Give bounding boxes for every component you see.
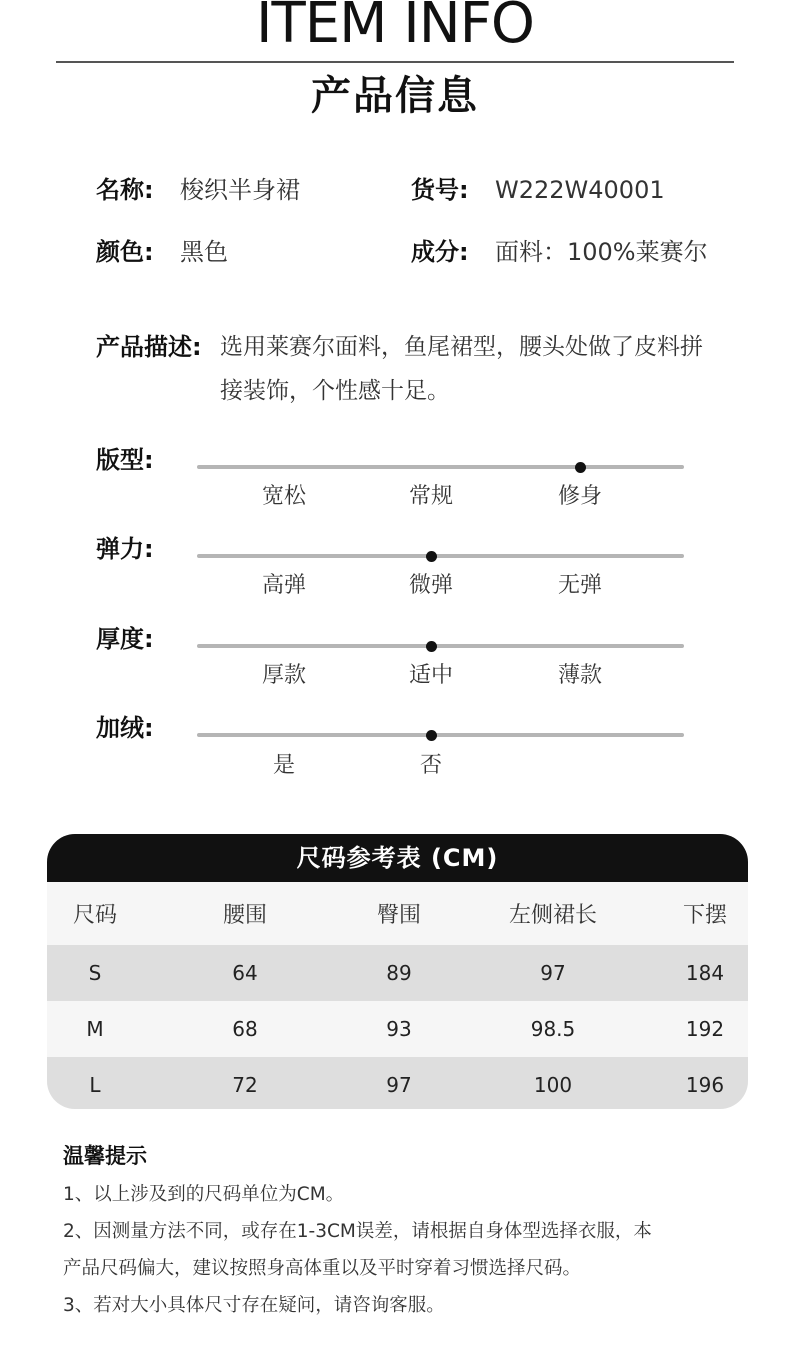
column-header: 尺码 bbox=[72, 903, 117, 928]
table-cell: 89 bbox=[386, 961, 412, 985]
table-row bbox=[47, 1057, 748, 1109]
tip-line-3: 3、若对大小具体尺寸存在疑问，请咨询客服。 bbox=[63, 1295, 445, 1316]
fleece-slider-track bbox=[197, 733, 684, 737]
table-cell: 68 bbox=[232, 1017, 258, 1041]
description-label: 产品描述: bbox=[96, 333, 202, 361]
thickness-slider-track bbox=[197, 644, 684, 648]
table-row bbox=[47, 945, 748, 1001]
tip-line-2b: 产品尺码偏大，建议按照身高体重以及平时穿着习惯选择尺码。 bbox=[63, 1258, 582, 1279]
table-cell: L bbox=[89, 1073, 101, 1097]
name-value: 梭织半身裙 bbox=[180, 176, 300, 204]
column-header: 下摆 bbox=[682, 903, 727, 928]
fleece-option: 是 bbox=[272, 753, 295, 778]
description-line-1: 选用莱赛尔面料，鱼尾裙型，腰头处做了皮料拼 bbox=[220, 334, 703, 360]
tip-line-2a: 2、因测量方法不同，或存在1-3CM误差，请根据自身体型选择衣服，本 bbox=[63, 1221, 652, 1242]
column-header: 腰围 bbox=[222, 903, 267, 928]
fleece-option: 否 bbox=[419, 753, 442, 778]
table-cell: 97 bbox=[540, 961, 566, 985]
thickness-option: 厚款 bbox=[261, 663, 306, 688]
description-line-2: 接装饰，个性感十足。 bbox=[220, 378, 450, 404]
table-cell: 64 bbox=[232, 961, 258, 985]
thickness-label: 厚度: bbox=[96, 625, 154, 653]
tip-line-1: 1、以上涉及到的尺码单位为CM。 bbox=[63, 1184, 345, 1205]
table-cell: 192 bbox=[685, 1017, 725, 1041]
elasticity-slider-track bbox=[197, 554, 684, 558]
fit-slider-dot bbox=[575, 462, 586, 473]
thickness-option: 适中 bbox=[408, 663, 453, 688]
table-cell: 98.5 bbox=[530, 1017, 576, 1041]
table-cell: M bbox=[86, 1017, 104, 1041]
color-label: 颜色: bbox=[96, 238, 154, 266]
table-cell: 72 bbox=[232, 1073, 258, 1097]
table-cell: 184 bbox=[685, 961, 725, 985]
table-cell: 196 bbox=[685, 1073, 725, 1097]
thickness-option: 薄款 bbox=[557, 663, 602, 688]
fit-option: 常规 bbox=[408, 484, 453, 509]
name-label: 名称: bbox=[96, 176, 154, 204]
title-divider bbox=[56, 61, 734, 63]
thickness-slider-dot bbox=[426, 641, 437, 652]
color-value: 黑色 bbox=[180, 238, 228, 266]
table-cell: 97 bbox=[386, 1073, 412, 1097]
composition-value: 面料：100%莱赛尔 bbox=[495, 238, 708, 266]
column-header: 左侧裙长 bbox=[508, 903, 597, 928]
title-en: ITEM INFO bbox=[256, 0, 534, 56]
title-cn: 产品信息 bbox=[311, 73, 479, 119]
elasticity-option: 无弹 bbox=[557, 573, 602, 598]
elasticity-label: 弹力: bbox=[96, 535, 154, 563]
sku-label: 货号: bbox=[411, 176, 469, 204]
elasticity-option: 微弹 bbox=[408, 573, 453, 598]
fit-slider-track bbox=[197, 465, 684, 469]
table-cell: S bbox=[88, 961, 102, 985]
column-header: 臀围 bbox=[376, 903, 421, 928]
fit-option: 宽松 bbox=[261, 484, 306, 509]
size-table bbox=[47, 834, 748, 1109]
fleece-label: 加绒: bbox=[96, 714, 154, 742]
table-cell: 93 bbox=[386, 1017, 412, 1041]
elasticity-slider-dot bbox=[426, 551, 437, 562]
fit-label: 版型: bbox=[96, 446, 154, 474]
table-cell: 100 bbox=[533, 1073, 573, 1097]
table-row bbox=[47, 1001, 748, 1057]
size-table-title: 尺码参考表 (CM) bbox=[47, 834, 748, 882]
elasticity-option: 高弹 bbox=[261, 573, 306, 598]
sku-value: W222W40001 bbox=[495, 176, 665, 204]
fit-option: 修身 bbox=[557, 484, 602, 509]
tips-title: 温馨提示 bbox=[63, 1144, 147, 1168]
composition-label: 成分: bbox=[411, 238, 469, 266]
fleece-slider-dot bbox=[426, 730, 437, 741]
size-table-header-row bbox=[47, 882, 748, 945]
